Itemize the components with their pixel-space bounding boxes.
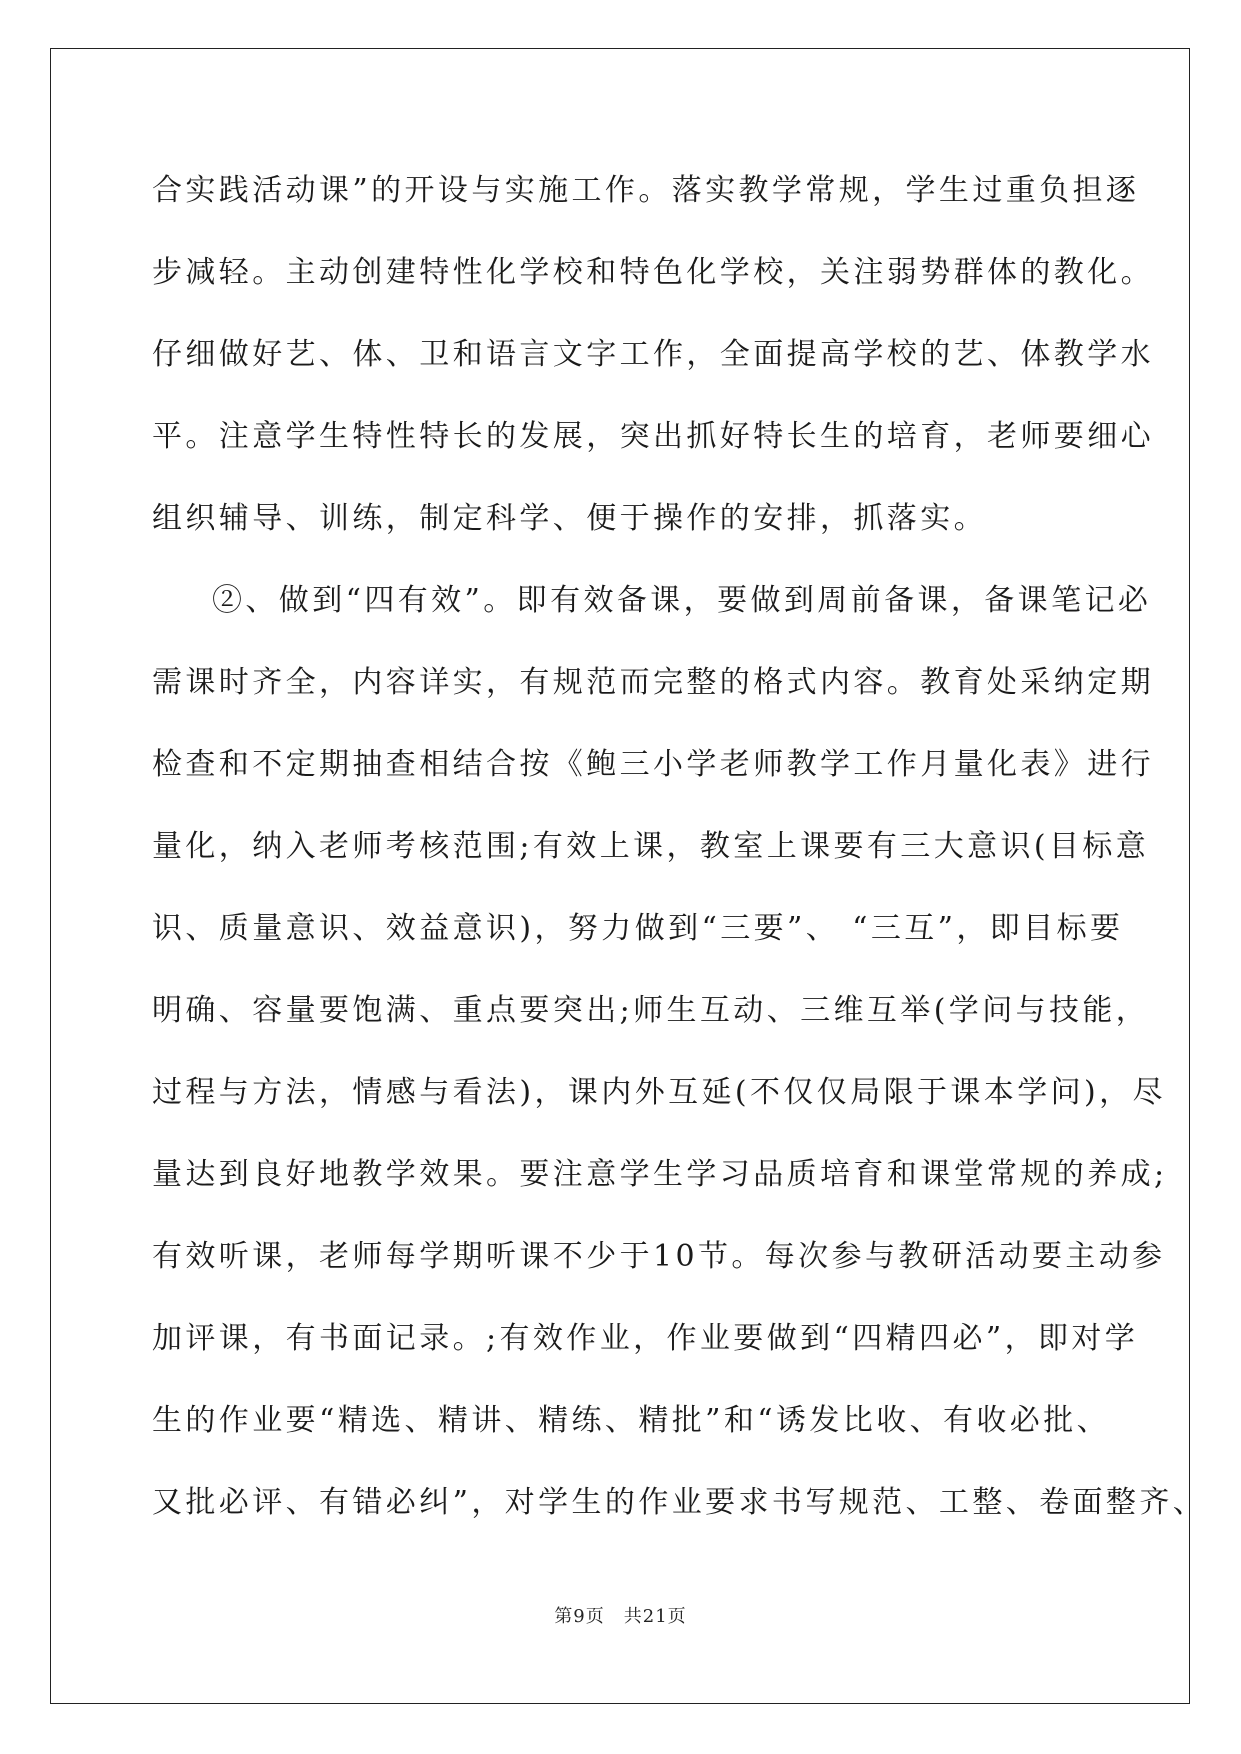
body-line: 合实践活动课”的开设与实施工作。落实教学常规，学生过重负担逐 xyxy=(152,173,1140,208)
body-line: 检查和不定期抽查相结合按《鲍三小学老师教学工作月量化表》进行 xyxy=(152,747,1154,782)
document-body xyxy=(152,150,1207,1544)
body-line: 有效听课，老师每学期听课不少于10节。每次参与教研活动要主动参 xyxy=(152,1239,1166,1274)
body-line: 明确、容量要饱满、重点要突出;师生互动、三维互举(学问与技能， xyxy=(152,993,1150,1028)
body-line: 识、质量意识、效益意识)，努力做到“三要”、 “三互”，即目标要 xyxy=(152,911,1124,946)
body-line: 过程与方法，情感与看法)，课内外互延(不仅仅局限于课本学问)，尽 xyxy=(152,1075,1166,1110)
body-line: 平。注意学生特性特长的发展，突出抓好特长生的培育，老师要细心 xyxy=(152,419,1154,454)
body-line: 需课时齐全，内容详实，有规范而完整的格式内容。教育处采纳定期 xyxy=(152,665,1154,700)
body-line: 又批必评、有错必纠”，对学生的作业要求书写规范、工整、卷面整齐、 xyxy=(152,1485,1207,1520)
paragraph-start-line: ②、做到“四有效”。即有效备课，要做到周前备课，备课笔记必 xyxy=(212,583,1152,618)
body-line: 仔细做好艺、体、卫和语言文字工作，全面提高学校的艺、体教学水 xyxy=(152,337,1154,372)
body-line: 量达到良好地教学效果。要注意学生学习品质培育和课堂常规的养成; xyxy=(152,1157,1168,1192)
body-line: 步减轻。主动创建特性化学校和特色化学校，关注弱势群体的教化。 xyxy=(152,255,1154,290)
body-line: 生的作业要“精选、精讲、精练、精批”和“诱发比收、有收必批、 xyxy=(152,1403,1111,1438)
body-line: 加评课，有书面记录。;有效作业，作业要做到“四精四必”，即对学 xyxy=(152,1321,1139,1356)
body-line: 量化，纳入老师考核范围;有效上课，教室上课要有三大意识(目标意 xyxy=(152,829,1150,864)
page-number-footer: 第9页 共21页 xyxy=(554,1606,687,1627)
body-line: 组织辅导、训练，制定科学、便于操作的安排，抓落实。 xyxy=(152,501,987,536)
